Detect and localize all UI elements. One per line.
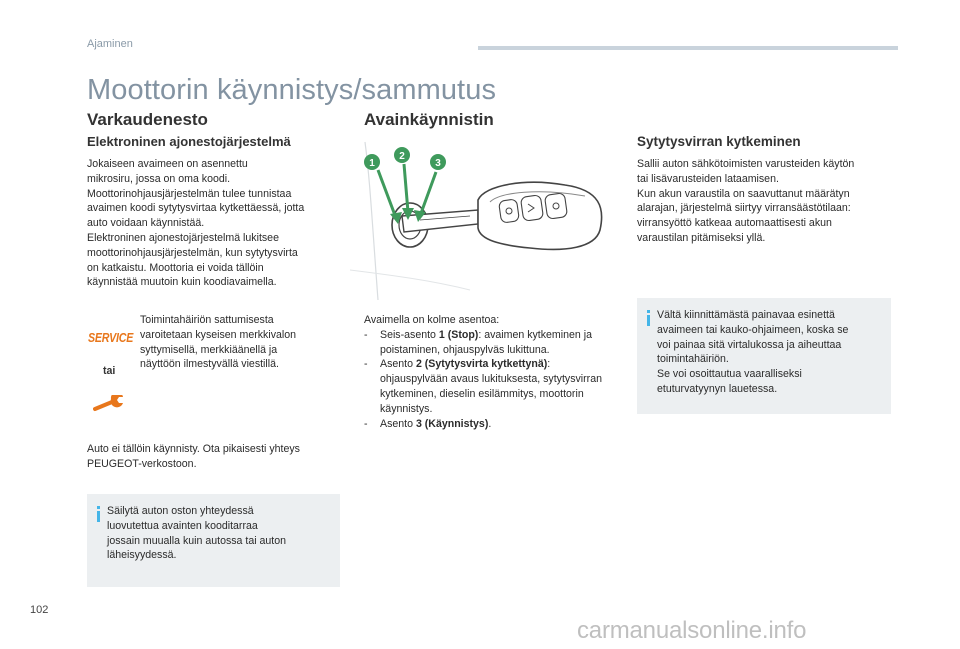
immobiliser-text [87, 157, 347, 290]
text-line: auto voidaan käynnistää. [87, 217, 205, 230]
heading-theft-protection: Varkaudenesto [87, 110, 208, 129]
position-prefix: Seis-asento [380, 328, 439, 341]
text-line: Säilytä auton oston yhteydessä [107, 505, 254, 517]
text-line: Kun akun varaustila on saavuttanut määrätyn [637, 187, 850, 200]
text-line: jossain muualla kuin autossa tai auton [107, 534, 287, 547]
or-label: tai [103, 365, 116, 377]
subheading-immobiliser: Elektroninen ajonestojärjestelmä [87, 134, 291, 149]
text-line: toimintahäiriön. [657, 353, 729, 366]
callout-3: 3 [435, 158, 441, 169]
text-line: Toimintahäiriön sattumisesta [140, 314, 274, 326]
text-line: Elektroninen ajonestojärjestelmä lukitsee [87, 231, 279, 244]
text-line: avaimen koodi sytytysvirtaa kytkettäessä, jotta [87, 202, 305, 215]
text-line: virransyöttö katkeaa automaattisesti akun [637, 217, 832, 230]
text-line: Vältä kiinnittämästä painavaa esinettä [657, 309, 835, 321]
position-label: 1 (Stop) [438, 328, 479, 341]
callout-1: 1 [369, 158, 375, 169]
text-line: etuturvatyynyn lauetessa. [657, 382, 778, 395]
header-rule [478, 46, 898, 50]
list-dash: - [364, 328, 368, 341]
text-line: Moottorinohjausjärjestelmän tulee tunnistaa [87, 187, 292, 200]
position-item-start [364, 417, 619, 432]
text-line: alarajan, järjestelmä siirtyy virransäästötilaan: [637, 202, 851, 215]
info-icon [97, 506, 103, 522]
list-dash: - [364, 417, 368, 430]
text-line: mikrosiru, jossa on oma koodi. [87, 172, 231, 185]
info-icon [647, 310, 653, 326]
text-line: Auto ei tällöin käynnisty. Ota pikaisesti yhteys [87, 443, 300, 455]
section-label: Ajaminen [87, 38, 133, 50]
text-line: tai lisävarusteiden lataamisen. [637, 172, 779, 185]
text-line: PEUGEOT-verkostoon. [87, 457, 197, 470]
page-title: Moottorin käynnistys/sammutus [87, 74, 497, 106]
text-line: Jokaiseen avaimeen on asennettu [87, 158, 248, 170]
note-text [107, 504, 335, 563]
contact-text [87, 442, 347, 472]
watermark: carmanualsonline.info [577, 617, 807, 644]
position-prefix: Asento [380, 358, 416, 371]
text-line: varaustilan pitämiseksi yllä. [637, 231, 766, 244]
text-line: avaimeen tai kauko-ohjaimeen, koska se [657, 323, 849, 336]
wrench-icon [93, 395, 127, 413]
malfunction-text [140, 313, 340, 372]
text-line: näyttöön ilmestyvällä viestillä. [140, 358, 279, 371]
text-line: varoitetaan kyseisen merkkivalon [140, 328, 297, 341]
text-line: luovutettua avainten kooditarraa [107, 519, 258, 532]
position-label: 2 (Sytytysvirta kytkettynä) [415, 358, 548, 371]
text-line: on katkaistu. Moottoria ei voida tällöin [87, 261, 264, 274]
position-prefix: Asento [380, 417, 416, 430]
note-text [657, 308, 887, 397]
page-number: 102 [30, 604, 49, 616]
position-description: : ohjauspylvään avaus lukituksesta, sytytysvirran kytkeminen, dieselin esilämmitys, moottorin käynnistys. [380, 358, 602, 415]
list-dash: - [364, 358, 368, 371]
service-warning-icon: SERVICE [88, 330, 134, 345]
text-line: syttymisellä, merkkiäänellä ja [140, 343, 278, 356]
text-line: Se voi osoittautua vaaralliseksi [657, 368, 802, 381]
key-ignition-illustration [350, 140, 620, 300]
text-line: läheisyydessä. [107, 549, 177, 562]
key-positions-text [364, 313, 619, 431]
position-description: : avaimen kytkeminen ja poistaminen, ohjauspylväs lukittuna. [380, 328, 592, 356]
text-line: Sallii auton sähkötoimisten varusteiden käytön [637, 158, 855, 170]
position-item-stop [364, 328, 619, 358]
positions-intro: Avaimella on kolme asentoa: [364, 314, 500, 326]
heading-ignition-on: Sytytysvirran kytkeminen [637, 134, 801, 149]
position-item-ignition [364, 357, 619, 416]
text-line: voi painaa sitä virtalukossa ja aiheuttaa [657, 338, 842, 351]
position-description: . [488, 417, 492, 430]
note-box-heavy-object [637, 298, 891, 414]
heading-key-ignition: Avainkäynnistin [364, 110, 494, 129]
position-label: 3 (Käynnistys) [415, 417, 489, 430]
callout-2: 2 [399, 151, 405, 162]
text-line: moottorinohjausjärjestelmän, kun sytytysvirta [87, 246, 298, 259]
note-box-key-code [87, 494, 340, 587]
text-line: käynnistää muutoin kuin koodiavaimella. [87, 276, 277, 289]
ignition-on-text [637, 157, 899, 246]
